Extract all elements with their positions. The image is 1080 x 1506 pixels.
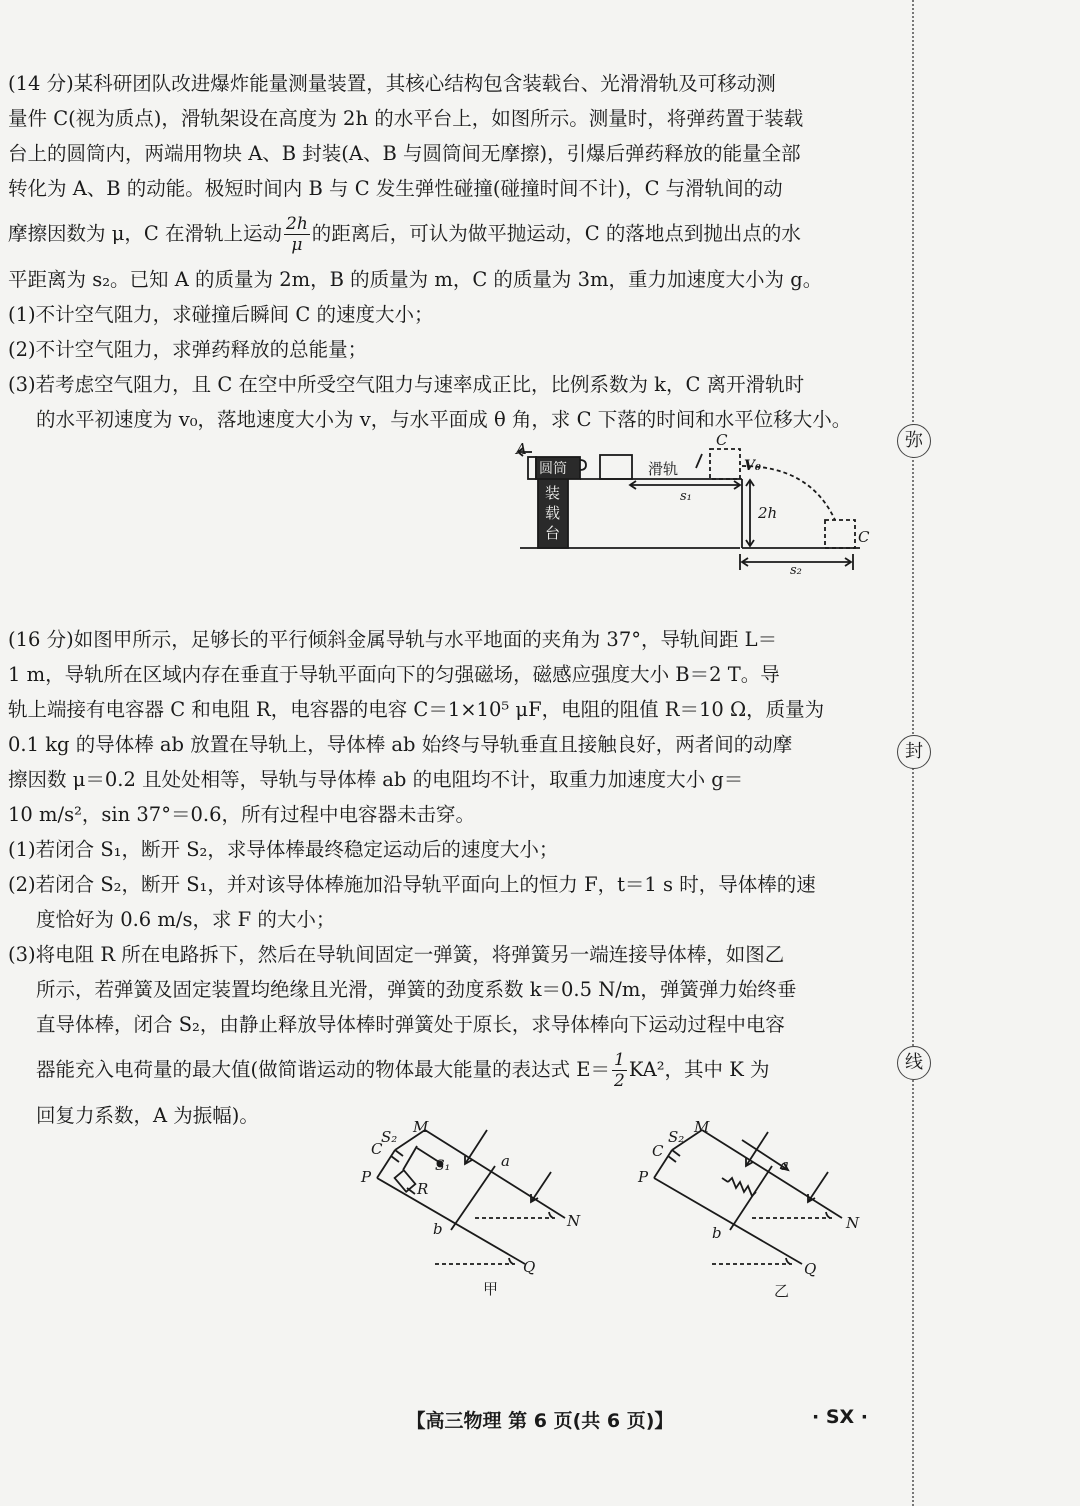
yi-label-S2: S₂ <box>668 1128 685 1146</box>
jia-label-S2: S₂ <box>381 1128 398 1146</box>
yi-label-M: M <box>694 1118 710 1136</box>
q1-sub-3a: (3)若考虑空气阻力，且 C 在空中所受空气阻力与速率成正比，比例系数为 k，C 离开滑轨时 <box>8 373 805 396</box>
question-1 <box>8 66 870 437</box>
yi-caption: 乙 <box>774 1282 790 1298</box>
jia-caption: 甲 <box>483 1280 499 1298</box>
q2-sub-3a: (3)将电阻 R 所在电路拆下，然后在导轨间固定一弹簧，将弹簧另一端连接导体棒，如图乙 <box>8 943 785 966</box>
fig1-label-A: A <box>516 440 527 458</box>
yi-label-b: b <box>712 1224 722 1242</box>
figure-yi-rails-capacitor-spring <box>632 1118 872 1298</box>
q2-line-6: 10 m/s²，sin 37°＝0.6，所有过程中电容器未击穿。 <box>8 803 475 826</box>
q1-sub-1: (1)不计空气阻力，求碰撞后瞬间 C 的速度大小； <box>8 303 434 326</box>
jia-label-R: R <box>417 1180 429 1198</box>
fig1-label-stage-1: 装 <box>545 484 561 502</box>
q2-sub-1: (1)若闭合 S₁，断开 S₂，求导体棒最终稳定运动后的速度大小； <box>8 838 559 861</box>
q2-line-2: 1 m，导轨所在区域内存在垂直于导轨平面向下的匀强磁场，磁感应强度大小 B＝2 T。导 <box>8 663 780 686</box>
fraction-one-half <box>612 1050 627 1091</box>
jia-label-P: P <box>361 1168 372 1186</box>
jia-label-M: M <box>413 1118 429 1136</box>
q2-sub-3b: 所示，若弹簧及固定装置均绝缘且光滑，弹簧的劲度系数 k＝0.5 N/m，弹簧弹力始终垂 <box>36 978 797 1001</box>
seal-char-mi: 弥 <box>897 424 931 458</box>
seal-char-feng: 封 <box>897 735 931 769</box>
q2-line-4: 0.1 kg 的导体棒 ab 放置在导轨上，导体棒 ab 始终与导轨垂直且接触良好，两者间的动摩 <box>8 733 793 756</box>
fraction-numerator: 2h <box>286 214 308 234</box>
q2-sub-3d-pre: 器能充入电荷量的最大值(做简谐运动的物体最大能量的表达式 E＝ <box>36 1058 611 1081</box>
jia-label-a: a <box>501 1152 510 1170</box>
question-2 <box>8 622 870 1133</box>
yi-label-N: N <box>846 1214 860 1232</box>
q1-line-4: 转化为 A、B 的动能。极短时间内 B 与 C 发生弹性碰撞(碰撞时间不计)，C 与滑轨间的动 <box>8 177 783 200</box>
jia-label-C: C <box>371 1140 383 1158</box>
q1-sub-3b: 的水平初速度为 v₀，落地速度大小为 v，与水平面成 θ 角，求 C 下落的时间和水平位移大小。 <box>36 408 852 431</box>
q2-sub-3d <box>8 1042 870 1098</box>
yi-label-Q: Q <box>804 1260 817 1278</box>
fig1-label-stage-2: 载 <box>545 504 561 522</box>
jia-label-b: b <box>433 1220 443 1238</box>
seal-char-xian: 线 <box>897 1046 931 1080</box>
q1-line-5 <box>8 206 870 262</box>
q2-sub-3d-post: KA²，其中 K 为 <box>628 1058 770 1081</box>
page-footer-code: · SX · <box>812 1406 868 1428</box>
q2-sub-3c: 直导体棒，闭合 S₂，由静止释放导体棒时弹簧处于原长，求导体棒向下运动过程中电容 <box>36 1013 785 1036</box>
jia-label-N: N <box>567 1212 581 1230</box>
figure-launch-apparatus <box>510 430 880 575</box>
fig1-label-C-bottom: C <box>858 528 870 546</box>
q2-sub-2a: (2)若闭合 S₂，断开 S₁，并对该导体棒施加沿导轨平面向上的恒力 F，t＝1 s 时，导体棒的速 <box>8 873 816 896</box>
jia-label-Q: Q <box>523 1258 536 1276</box>
fraction-numerator: 1 <box>614 1050 625 1070</box>
fig1-label-s2: s₂ <box>790 563 802 575</box>
q1-line-5-pre: 摩擦因数为 μ，C 在滑轨上运动 <box>8 222 282 245</box>
figure-jia-rails-capacitor-resistor <box>355 1118 595 1298</box>
q1-line-1: (14 分)某科研团队改进爆炸能量测量装置，其核心结构包含装载台、光滑滑轨及可移动测 <box>8 72 776 95</box>
yi-label-P: P <box>638 1168 649 1186</box>
fraction-denominator: μ <box>291 235 303 255</box>
fraction-denominator: 2 <box>614 1071 625 1091</box>
fraction-2h-over-mu <box>284 214 310 255</box>
jia-label-S1: S₁ <box>435 1158 451 1174</box>
q1-sub-2: (2)不计空气阻力，求弹药释放的总能量； <box>8 338 368 361</box>
q2-line-3: 轨上端接有电容器 C 和电阻 R，电容器的电容 C＝1×10⁵ μF，电阻的阻值 R＝10 Ω，质量为 <box>8 698 825 721</box>
q2-line-5: 擦因数 μ＝0.2 且处处相等，导轨与导体棒 ab 的电阻均不计，取重力加速度大小 g＝ <box>8 768 744 791</box>
q1-line-3: 台上的圆筒内，两端用物块 A、B 封装(A、B 与圆筒间无摩擦)，引爆后弹药释放的能量全部 <box>8 142 801 165</box>
q1-line-5-post: 的距离后，可认为做平抛运动，C 的落地点到抛出点的水 <box>311 222 801 245</box>
fig1-label-s1: s₁ <box>680 489 692 504</box>
fig1-label-v0: V₀ <box>744 458 761 474</box>
q2-sub-2b: 度恰好为 0.6 m/s，求 F 的大小； <box>36 908 336 931</box>
q1-line-2: 量件 C(视为质点)，滑轨架设在高度为 2h 的水平台上，如图所示。测量时，将弹药置于装载 <box>8 107 804 130</box>
fig1-label-C-top: C <box>716 431 728 449</box>
q1-line-6: 平距离为 s₂。已知 A 的质量为 2m，B 的质量为 m，C 的质量为 3m，重力加速度大小为 g。 <box>8 268 823 291</box>
yi-label-C: C <box>652 1142 664 1160</box>
page-footer-title: 【高三物理 第 6 页(共 6 页)】 <box>406 1410 674 1432</box>
q2-sub-3e: 回复力系数，A 为振幅)。 <box>36 1104 259 1127</box>
fig1-label-2h: 2h <box>758 504 778 522</box>
fig1-label-stage-3: 台 <box>545 524 561 542</box>
fig1-label-rail: 滑轨 <box>648 460 679 478</box>
fig1-label-tube: 圆筒 <box>539 461 567 477</box>
q2-line-1: (16 分)如图甲所示，足够长的平行倾斜金属导轨与水平地面的夹角为 37°，导轨间距 L＝ <box>8 628 778 651</box>
yi-label-a: a <box>780 1156 789 1174</box>
